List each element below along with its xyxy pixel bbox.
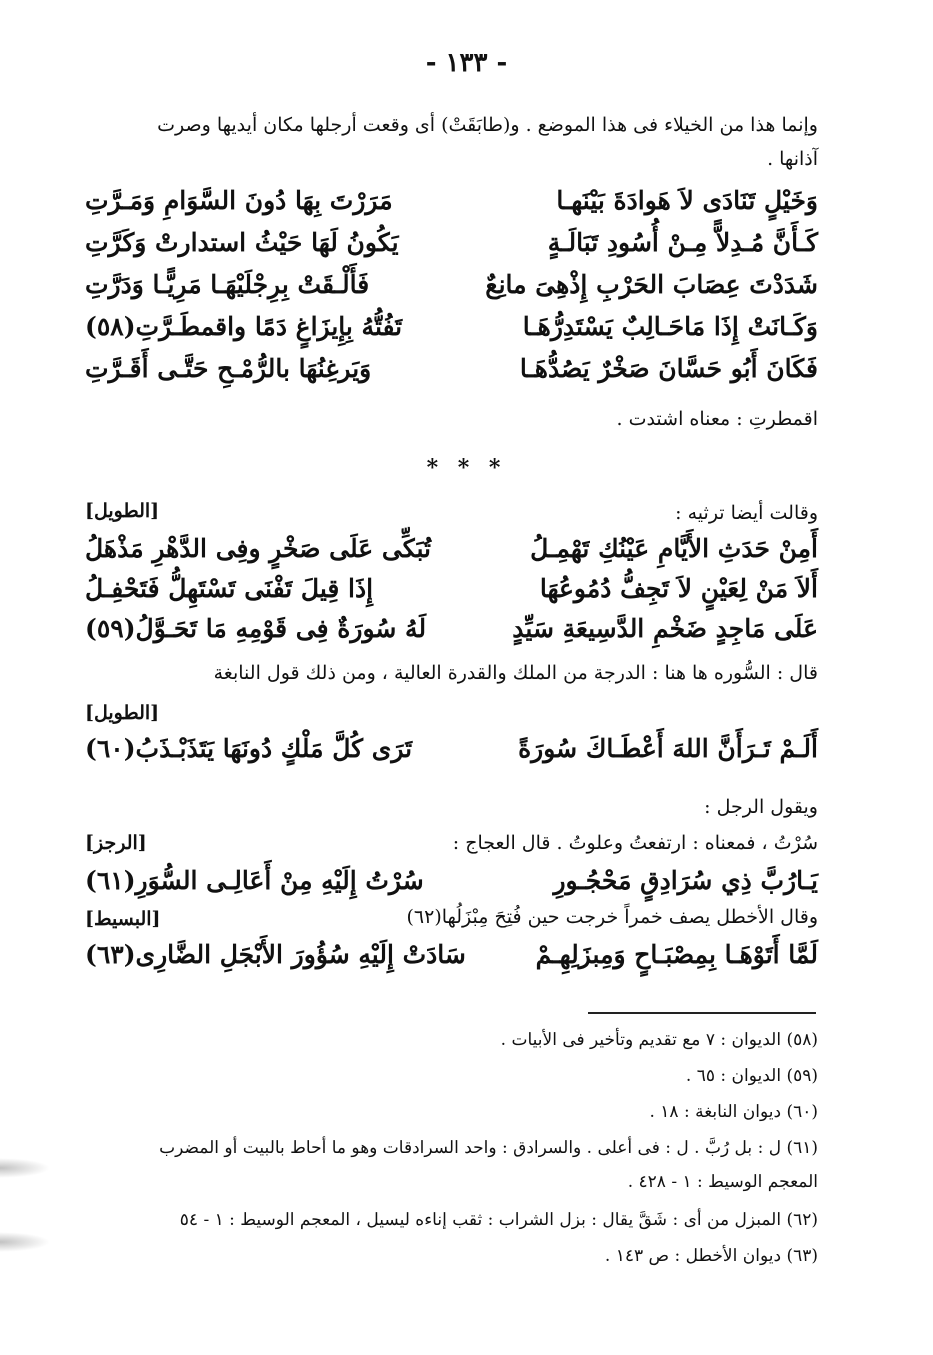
- hemistich-first: فَكَانَ أَبُو حَسَّانَ صَخْرٌ يَصُدُّهَـا: [519, 354, 818, 383]
- hemistich-second: لَهُ سُورَةٌ فِى قَوْمِهِ مَا تَحَـوَّلُ(٥٩): [85, 614, 427, 643]
- hemistich-first: وَخَيْلٍ تَنَادَى لاَ هَوادَةَ بَيْنَهـا: [556, 186, 818, 215]
- akhtal-line: وقال الأخطل يصف خمراً خرجت حين فُتِحَ مِبْزَلُها(٦٢): [406, 906, 818, 928]
- poem2-verse-3: [85, 614, 818, 644]
- footnote-61-cont: المعجم الوسيط : ١ - ٤٢٨ .: [627, 1172, 818, 1192]
- hemistich-second: وَيَرغِنُهَا بالرُّمْـحِ حَتَّـى أَقَـرَّتِ: [85, 354, 372, 383]
- says-man-line: ويقول الرجل :: [704, 796, 818, 818]
- poem5-verse: [85, 940, 818, 970]
- hemistich-first: كَـأَنَّ مُـدِلاًّ مِـنْ أُسُودِ تَبَالَـةٍ: [547, 228, 818, 257]
- surah-note: قال : السُّوره ها هنا : الدرجة من الملك والقدرة العالية ، ومن ذلك قول النابغة: [213, 662, 818, 684]
- poem1-verse-2: [85, 228, 818, 258]
- footnote-63: (٦٣) ديوان الأخطل : ص ١٤٣ .: [604, 1246, 818, 1266]
- poem1-verse-4: [85, 312, 818, 342]
- hemistich-first: أَمِنْ حَدَثِ الأَيَّامِ عَيْنُكِ تَهْمِـلُ: [530, 534, 818, 563]
- poem2-verse-1: [85, 534, 818, 564]
- poem1-gloss: اقمطرتِ : معناه اشتدت .: [616, 408, 818, 430]
- hemistich-second: فَأَلْـقَتْ بِرِجْلَيْهَـا مَرِيًّـا وَدَرَّتِ: [85, 270, 370, 299]
- scan-smudge: [0, 1232, 50, 1252]
- hemistich-first: لَمَّا أَتَوْهَـا بِمِصْبَـاحٍ وَمِبزَلِهِـمْ: [535, 940, 818, 969]
- hemistich-second: تُبَكِّى عَلَى صَخْرٍ وفِى الدَّهْرِ مَذْهَلُ: [85, 534, 432, 563]
- meter-label-tawil-2: [الطويل]: [85, 702, 160, 724]
- hemistich-second: إِذَا قِيلَ تَفْنَى تَسْتَهِلُّ فَتَحْفِـلُ: [85, 574, 374, 603]
- hemistich-second: مَرَرْتَ بِهَا دُونَ السَّوَامِ وَمَـرَّتِ: [85, 186, 393, 215]
- footnote-separator: [588, 1012, 816, 1014]
- hemistich-first: وَكَـانَتْ إِذَا مَاحَـالِبٌ يَسْتَدِرُّهَـا: [522, 312, 818, 341]
- footnote-60: (٦٠) ديوان النابغة : ١٨ .: [649, 1102, 818, 1122]
- footnote-58: (٥٨) الديوان : ٧ مع تقديم وتأخير فى الأبيات .: [500, 1030, 818, 1050]
- section2-intro: وقالت أيضا ترثيه :: [675, 502, 818, 524]
- hemistich-second: سَادَتْ إِلَيْهِ سُؤُورَ الأَبْجَلِ الضَّارِى(٦٣): [85, 940, 466, 969]
- footnote-59: (٥٩) الديوان : ٦٥ .: [685, 1066, 818, 1086]
- hemistich-second: تَرَى كُلَّ مَلْكٍ دُونَهَا يَتَذَبْـذَبُ(٦٠): [85, 734, 413, 763]
- meter-label-tawil: [الطويل]: [85, 500, 160, 522]
- poem2-verse-2: [85, 574, 818, 604]
- poem4-verse: [85, 866, 818, 896]
- hemistich-first: أَلاَ مَنْ لِعَيْنٍ لاَ تَجِفُّ دُمُوعُهَا: [539, 574, 818, 603]
- intro-line-1: وإنما هذا من الخيلاء فى هذا الموضع . و(طابَقَتْ) أى وقعت أرجلها مكان أيديها وصرت: [157, 114, 818, 136]
- surtu-line: سُرْتُ ، فمعناه : ارتفعتُ وعلوتُ . قال العجاج :: [452, 832, 818, 854]
- section-divider: * * *: [426, 455, 507, 481]
- footnote-61: (٦١) ل : بل رُبَّ . ل : فى أعلى . والسرادق : واحد السرادقات وهو ما أحاط بالبيت أو المضرب: [159, 1138, 818, 1158]
- poem1-verse-1: [85, 186, 818, 216]
- meter-label-basit: [البسيط]: [85, 908, 161, 930]
- poem1-verse-5: [85, 354, 818, 384]
- hemistich-first: يَـارُبَّ ذِي سُرَادِقٍ مَحْجُـورِ: [553, 866, 818, 895]
- meter-label-rajaz: [الرجز]: [85, 832, 147, 854]
- poem3-verse: [85, 734, 818, 764]
- hemistich-second: يَكُونُ لَهَا حَيْثُ استدارتْ وَكَرَّتِ: [85, 228, 399, 257]
- page-number: - ١٣٣ -: [425, 48, 508, 78]
- footnote-62: (٦٢) المبزل من أى : شَقَّ يقال : بزل الشراب : ثقب إناءه ليسيل ، المعجم الوسيط : ١ - ٥٤: [179, 1210, 818, 1230]
- hemistich-first: شَدَدْتَ عِصَابَ الحَرْبِ إِذْهِىَ مانِعٌ: [485, 270, 818, 299]
- hemistich-second: تَفُتُّهُ بِإِيزَاغٍ دَمًا واقمطَـرَّتِ(٥٨): [85, 312, 403, 341]
- hemistich-first: أَلَـمْ تَـرَأَنَّ اللهَ أَعْطَـاكَ سُورَةً: [518, 734, 818, 763]
- poem1-verse-3: [85, 270, 818, 300]
- scan-smudge: [0, 1158, 50, 1178]
- hemistich-first: عَلَى مَاجِدٍ ضَخْمِ الدَّسِيعَةِ سَيِّدٍ: [512, 614, 818, 643]
- intro-line-2: آذانها .: [767, 148, 818, 170]
- hemistich-second: سُرْتُ إِلَيْهِ مِنْ أَعَالِـى السُّوَرِ(٦١): [85, 866, 424, 895]
